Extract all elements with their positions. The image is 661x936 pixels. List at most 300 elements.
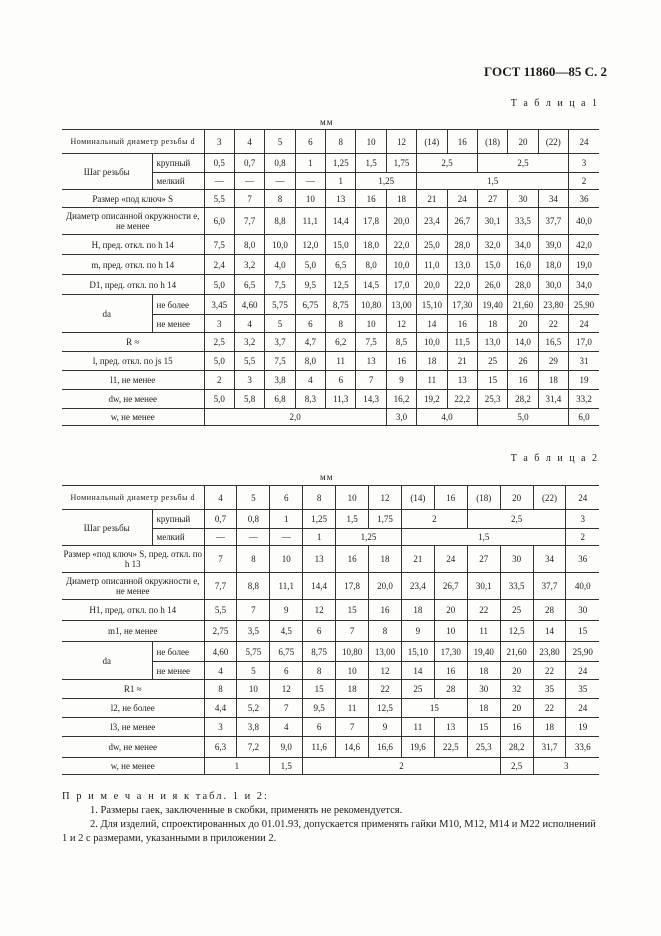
notes-title: П р и м е ч а н и я к табл. 1 и 2: (62, 791, 269, 802)
note-2: 2. Для изделий, спроектированных до 01.01.93, допускается применять гайки M10, M12, M14 и M22 исполнений 1 и 2 с размерами, указанными в приложении 2. (62, 819, 596, 844)
table1-cell: 16 (447, 130, 477, 154)
table2-row-r1 (62, 680, 599, 699)
da-min-label: не менее (152, 315, 204, 333)
table2-cell: 2 (303, 758, 500, 775)
table2-cell: 11,6 (303, 737, 336, 758)
table2-cell: 18 (336, 680, 369, 699)
table1-cell: 1,5 (417, 173, 569, 190)
row-label: D1, пред. откл. по h 14 (62, 275, 204, 295)
table2-cell: 1,25 (336, 529, 402, 546)
table2-cell: 8 (204, 680, 237, 699)
table1-cell: 1 (326, 173, 356, 190)
table1-cell: 17,0 (386, 275, 416, 295)
table2-cell: 2 (566, 529, 599, 546)
row-label: l1, не менее (62, 371, 204, 390)
table1-cell: 4,7 (295, 333, 325, 352)
table1-cell: 30,1 (477, 208, 507, 235)
table1-cell: 6 (326, 371, 356, 390)
da-min-label: не менее (152, 662, 204, 680)
table2-cell: 14,6 (336, 737, 369, 758)
table2-row-e (62, 573, 599, 600)
table1-cell: 6,2 (326, 333, 356, 352)
table1-cell: (14) (417, 130, 447, 154)
table1-cell: 13,0 (447, 255, 477, 275)
table1-cell: 21,60 (508, 295, 538, 315)
table2-cell: 10 (336, 662, 369, 680)
table1-cell: 18 (417, 352, 447, 371)
table2-header-row (62, 486, 599, 510)
table1-cell: 14 (417, 315, 447, 333)
table1-cell: 25 (477, 352, 507, 371)
table1-cell: 6,0 (204, 208, 234, 235)
table2-cell: — (204, 529, 237, 546)
table1-cell: 4 (295, 371, 325, 390)
table2-cell: 15 (566, 621, 599, 642)
table2-cell: 25,90 (566, 642, 599, 662)
table1-row-h (62, 235, 599, 255)
table1-cell: 2,5 (417, 154, 478, 173)
table1-cell: 2,5 (204, 333, 234, 352)
table2-cell: 17,30 (434, 642, 467, 662)
table2-cell: (14) (401, 486, 434, 510)
table1-cell: 8,8 (265, 208, 295, 235)
table1-cell: — (234, 173, 264, 190)
table1-cell: — (204, 173, 234, 190)
table2-cell: 30,1 (467, 573, 500, 600)
table2-caption: Т а б л и ц а 2 (510, 453, 599, 464)
table1-cell: 25,90 (569, 295, 600, 315)
table1-cell: 18 (477, 315, 507, 333)
table1-cell: 22,2 (447, 390, 477, 409)
table2-cell: — (237, 529, 270, 546)
table2-cell: 6 (303, 621, 336, 642)
table2-cell: 1,5 (270, 758, 303, 775)
table2-cell: 10 (237, 680, 270, 699)
table2-cell: 3 (566, 510, 599, 529)
table1-cell: 3,7 (265, 333, 295, 352)
table2-cell: 26,7 (434, 573, 467, 600)
table1-cell: 22,0 (447, 275, 477, 295)
table1-cell: 1,25 (326, 154, 356, 173)
row-label: w, не менее (62, 409, 204, 426)
table1-cell: 14,4 (326, 208, 356, 235)
table2-cell: 6 (270, 486, 303, 510)
table2-cell: 20 (500, 699, 533, 718)
table2-da-label: da (62, 642, 152, 680)
table1-cell: 10,0 (265, 235, 295, 255)
table1-cell: 15,0 (477, 255, 507, 275)
table2-da-max-row (62, 642, 599, 662)
table1-cell: 8,0 (356, 255, 386, 275)
table1-cell: 9,5 (295, 275, 325, 295)
da-max-label: не более (152, 642, 204, 662)
table1-cell: 21 (417, 190, 447, 208)
table2-cell: 5,5 (204, 600, 237, 621)
table1-cell: 1,5 (356, 154, 386, 173)
table2-cell: 2,5 (467, 510, 566, 529)
table2-cell: 5 (237, 486, 270, 510)
table2-cell: 7 (336, 621, 369, 642)
table1-cell: 5,0 (204, 390, 234, 409)
table1-cell: 16,2 (386, 390, 416, 409)
table1-cell: 24 (447, 190, 477, 208)
table2-row-l2 (62, 699, 599, 718)
table2-cell: 11 (336, 699, 369, 718)
table1-cell: 6,0 (569, 409, 600, 426)
table1-cell: 5,0 (477, 409, 568, 426)
table1-cell: 28,2 (508, 390, 538, 409)
table2-pitch-label: Шаг резьбы (62, 510, 152, 546)
table2-cell: 30 (500, 546, 533, 573)
table1-cell: 30,0 (538, 275, 568, 295)
row-label: R1 ≈ (62, 680, 204, 699)
table2-cell: 32 (500, 680, 533, 699)
table1-cell: 16 (447, 315, 477, 333)
table1-cell: 20,0 (417, 275, 447, 295)
table2-coarse-row (62, 510, 599, 529)
table1-cell: 11,3 (326, 390, 356, 409)
table2-cell: 12 (369, 486, 402, 510)
table1-cell: 15 (477, 371, 507, 390)
table1-cell: 2,5 (477, 154, 568, 173)
table2-cell: 19,6 (401, 737, 434, 758)
table1-cell: 34,0 (569, 275, 600, 295)
table2-cell: 11,1 (270, 573, 303, 600)
table1-header-row (62, 130, 599, 154)
row-label: m1, не менее (62, 621, 204, 642)
table1-cell: 13,0 (477, 333, 507, 352)
table1-cell: 5,0 (204, 275, 234, 295)
table1-cell: 9 (386, 371, 416, 390)
table2-units: мм (320, 472, 334, 482)
table1 (62, 129, 599, 426)
table2-cell: 20 (434, 600, 467, 621)
table2-cell: 10,80 (336, 642, 369, 662)
table1-cell: 7,5 (265, 352, 295, 371)
table1-cell: 20 (508, 130, 538, 154)
table2-cell: 2,5 (500, 758, 533, 775)
table2-cell: 0,7 (204, 510, 237, 529)
table1-cell: 10,0 (417, 333, 447, 352)
table1-cell: 5,8 (234, 390, 264, 409)
table1-cell: 31,4 (538, 390, 568, 409)
table2-cell: 21 (401, 546, 434, 573)
table1-cell: 16 (508, 371, 538, 390)
table1-cell: 22 (538, 315, 568, 333)
table1-row-e (62, 208, 599, 235)
table1-cell: 16,5 (538, 333, 568, 352)
table1-cell: 3 (204, 130, 234, 154)
table2-row-dw (62, 737, 599, 758)
table2-cell: 16 (336, 546, 369, 573)
table1-cell: 40,0 (569, 208, 600, 235)
table1-cell: 8,0 (234, 235, 264, 255)
table1-cell: 1,25 (356, 173, 417, 190)
table2-cell: 13 (303, 546, 336, 573)
table1-cell: 0,7 (234, 154, 264, 173)
table2-cell: 22 (533, 699, 566, 718)
table2-cell: 24 (566, 699, 599, 718)
table2-cell: 6 (303, 718, 336, 737)
table1-cell: 28,0 (447, 235, 477, 255)
table2 (62, 485, 599, 775)
table2-cell: 19 (566, 718, 599, 737)
table1-cell: 24 (569, 315, 600, 333)
table2-cell: 9,0 (270, 737, 303, 758)
table1-cell: 7,5 (265, 275, 295, 295)
table1-cell: 6 (295, 130, 325, 154)
table1-cell: 8 (326, 130, 356, 154)
table2-cell: 9,5 (303, 699, 336, 718)
table2-cell: 7,2 (237, 737, 270, 758)
table1-cell: 24 (569, 130, 600, 154)
table2-cell: 3,5 (237, 621, 270, 642)
table2-cell: 0,8 (237, 510, 270, 529)
table2-cell: 30 (467, 680, 500, 699)
table1-cell: 12,5 (326, 275, 356, 295)
table2-cell: 11 (401, 718, 434, 737)
table1-da-label: da (62, 295, 152, 333)
table1-cell: 17,0 (569, 333, 600, 352)
table2-cell: 4 (270, 718, 303, 737)
table1-cell: 13 (447, 371, 477, 390)
table2-cell: 2,75 (204, 621, 237, 642)
table1-cell: 16 (356, 190, 386, 208)
table2-cell: 10 (336, 486, 369, 510)
table1-cell: 4 (234, 315, 264, 333)
table1-cell: 15,0 (326, 235, 356, 255)
table2-cell: 1,25 (303, 510, 336, 529)
table2-cell: 9 (270, 600, 303, 621)
table1-cell: 30 (508, 190, 538, 208)
table1-caption: Т а б л и ц а 1 (510, 98, 599, 109)
table1-cell: 10,0 (386, 255, 416, 275)
table1-cell: 16 (386, 352, 416, 371)
table1-cell: 11,0 (417, 255, 447, 275)
table2-cell: 3 (204, 718, 237, 737)
table2-cell: 22 (467, 600, 500, 621)
table2-cell: 8,75 (303, 642, 336, 662)
table1-coarse-row (62, 154, 599, 173)
table1-cell: 10,80 (356, 295, 386, 315)
table1-cell: 34,0 (508, 235, 538, 255)
table1-cell: 42,0 (569, 235, 600, 255)
row-label: l3, не менее (62, 718, 204, 737)
table1-cell: 5,5 (234, 352, 264, 371)
table1-cell: 25,0 (417, 235, 447, 255)
table2-header-label: Номинальный диаметр резьбы d (62, 486, 204, 510)
table1-cell: 8,3 (295, 390, 325, 409)
table1-cell: 3,8 (265, 371, 295, 390)
table2-cell: 17,8 (336, 573, 369, 600)
table1-cell: 6,8 (265, 390, 295, 409)
table2-fine-label: мелкий (152, 529, 204, 546)
table1-cell: 18,0 (538, 255, 568, 275)
table2-cell: 5,2 (237, 699, 270, 718)
table1-cell: 6,5 (326, 255, 356, 275)
table2-cell: 20 (500, 486, 533, 510)
table2-cell: (18) (467, 486, 500, 510)
row-label: l, пред. откл. по js 15 (62, 352, 204, 371)
table2-row-w (62, 758, 599, 775)
table1-cell: 36 (569, 190, 600, 208)
table1-cell: 19,40 (477, 295, 507, 315)
table2-cell: 8 (303, 662, 336, 680)
table1-cell: 7,5 (356, 333, 386, 352)
table2-cell: 8 (303, 486, 336, 510)
table1-cell: 10 (356, 315, 386, 333)
table1-cell: 18 (386, 190, 416, 208)
table2-cell: 18 (533, 718, 566, 737)
table1-cell: — (265, 173, 295, 190)
table1-cell: 8,5 (386, 333, 416, 352)
table2-cell: 4,60 (204, 642, 237, 662)
table1-cell: 4,0 (265, 255, 295, 275)
table1-cell: 34 (538, 190, 568, 208)
table2-cell: 1,5 (336, 510, 369, 529)
table1-cell: 6 (295, 315, 325, 333)
table1-cell: 11 (417, 371, 447, 390)
table2-cell: 7 (204, 546, 237, 573)
row-label: m, пред. откл. по h 14 (62, 255, 204, 275)
table1-cell: 2,4 (204, 255, 234, 275)
table1-row-l1 (62, 371, 599, 390)
table1-cell: 11 (326, 352, 356, 371)
table2-cell: 37,7 (533, 573, 566, 600)
table1-cell: 8,0 (295, 352, 325, 371)
table2-cell: 14 (401, 662, 434, 680)
table1-cell: 4,60 (234, 295, 264, 315)
table1-cell: 3,45 (204, 295, 234, 315)
table1-cell: 14,0 (508, 333, 538, 352)
table2-cell: 30 (566, 600, 599, 621)
table1-cell: 29 (538, 352, 568, 371)
table1-cell: 14,5 (356, 275, 386, 295)
table2-row-h1 (62, 600, 599, 621)
note-1: 1. Размеры гаек, заключенные в скобки, применять не рекомендуется. (90, 805, 403, 816)
table1-cell: 26,0 (477, 275, 507, 295)
table1-cell: 21 (447, 352, 477, 371)
table2-cell: 16 (434, 486, 467, 510)
table1-cell: 39,0 (538, 235, 568, 255)
table1-cell: 18,0 (356, 235, 386, 255)
row-label: w, не менее (62, 758, 204, 775)
table2-cell: 13,00 (369, 642, 402, 662)
row-label: dw, не менее (62, 737, 204, 758)
table1-header-label: Номинальный диаметр резьбы d (62, 130, 204, 154)
table1-cell: 13,00 (386, 295, 416, 315)
table2-cell: 18 (467, 699, 500, 718)
table2-cell: 28 (533, 600, 566, 621)
table2-cell: 4 (204, 486, 237, 510)
table2-cell: 1,5 (401, 529, 566, 546)
table2-cell: 14 (533, 621, 566, 642)
table1-cell: 14,3 (356, 390, 386, 409)
table1-cell: 16,0 (508, 255, 538, 275)
table1-cell: 28,0 (508, 275, 538, 295)
table1-cell: 26,7 (447, 208, 477, 235)
table1-coarse-label: крупный (152, 154, 204, 173)
table2-cell: 8 (237, 546, 270, 573)
table1-cell: 3,2 (234, 255, 264, 275)
table2-cell: 12,5 (500, 621, 533, 642)
table2-cell: 7,7 (204, 573, 237, 600)
row-label: H, пред. откл. по h 14 (62, 235, 204, 255)
table1-cell: 5,0 (295, 255, 325, 275)
table2-cell: — (270, 529, 303, 546)
table2-cell: 23,80 (533, 642, 566, 662)
table1-cell: 11,1 (295, 208, 325, 235)
table1-cell: 20,0 (386, 208, 416, 235)
table1-cell: 5 (265, 130, 295, 154)
table1-cell: 2 (569, 173, 600, 190)
table1-row-d1 (62, 275, 599, 295)
table2-cell: 10 (270, 546, 303, 573)
table2-cell: 16 (369, 600, 402, 621)
page-header: ГОСТ 11860—85 С. 2 (484, 64, 607, 79)
table2-coarse-label: крупный (152, 510, 204, 529)
table1-cell: 19,2 (417, 390, 447, 409)
table2-cell: 24 (566, 486, 599, 510)
table2-cell: 24 (566, 662, 599, 680)
table2-cell: 5 (237, 662, 270, 680)
table2-cell: 28 (434, 680, 467, 699)
table2-cell: 33,5 (500, 573, 533, 600)
table1-cell: 7 (234, 190, 264, 208)
table2-cell: 35 (566, 680, 599, 699)
table1-cell: 4 (234, 130, 264, 154)
row-label: Диаметр описанной окружности e, не менее (62, 208, 204, 235)
table2-cell: 23,4 (401, 573, 434, 600)
table1-cell: (18) (477, 130, 507, 154)
table1-cell: 17,30 (447, 295, 477, 315)
table1-cell: 19 (569, 371, 600, 390)
table1-cell: 0,5 (204, 154, 234, 173)
table2-cell: 33,6 (566, 737, 599, 758)
table2-cell: 12 (369, 662, 402, 680)
table1-cell: 12 (386, 130, 416, 154)
table1-row-m (62, 255, 599, 275)
table2-cell: 14,4 (303, 573, 336, 600)
table2-cell: 15 (336, 600, 369, 621)
table2-cell: 1 (303, 529, 336, 546)
table2-cell: 1,75 (369, 510, 402, 529)
table1-cell: 27 (477, 190, 507, 208)
table1-cell: 3 (204, 315, 234, 333)
table2-cell: 7 (237, 600, 270, 621)
table2-cell: 3 (533, 758, 599, 775)
table1-cell: 3 (234, 371, 264, 390)
table2-cell: 28,2 (500, 737, 533, 758)
table2-cell: 22 (533, 662, 566, 680)
table1-cell: 26 (508, 352, 538, 371)
notes (62, 790, 602, 846)
table1-cell: 11,5 (447, 333, 477, 352)
table1-cell: 10 (356, 130, 386, 154)
table2-cell: 20 (500, 662, 533, 680)
table1-cell: 5,75 (265, 295, 295, 315)
table1-cell: 20 (508, 315, 538, 333)
table1-cell: 4,0 (417, 409, 478, 426)
table1-row-w (62, 409, 599, 426)
table2-row-m1 (62, 621, 599, 642)
table2-cell: 4,5 (270, 621, 303, 642)
table1-cell: 33,5 (508, 208, 538, 235)
table1-cell: 37,7 (538, 208, 568, 235)
table1-cell: 32,0 (477, 235, 507, 255)
table2-cell: 25 (500, 600, 533, 621)
table1-cell: 13 (326, 190, 356, 208)
